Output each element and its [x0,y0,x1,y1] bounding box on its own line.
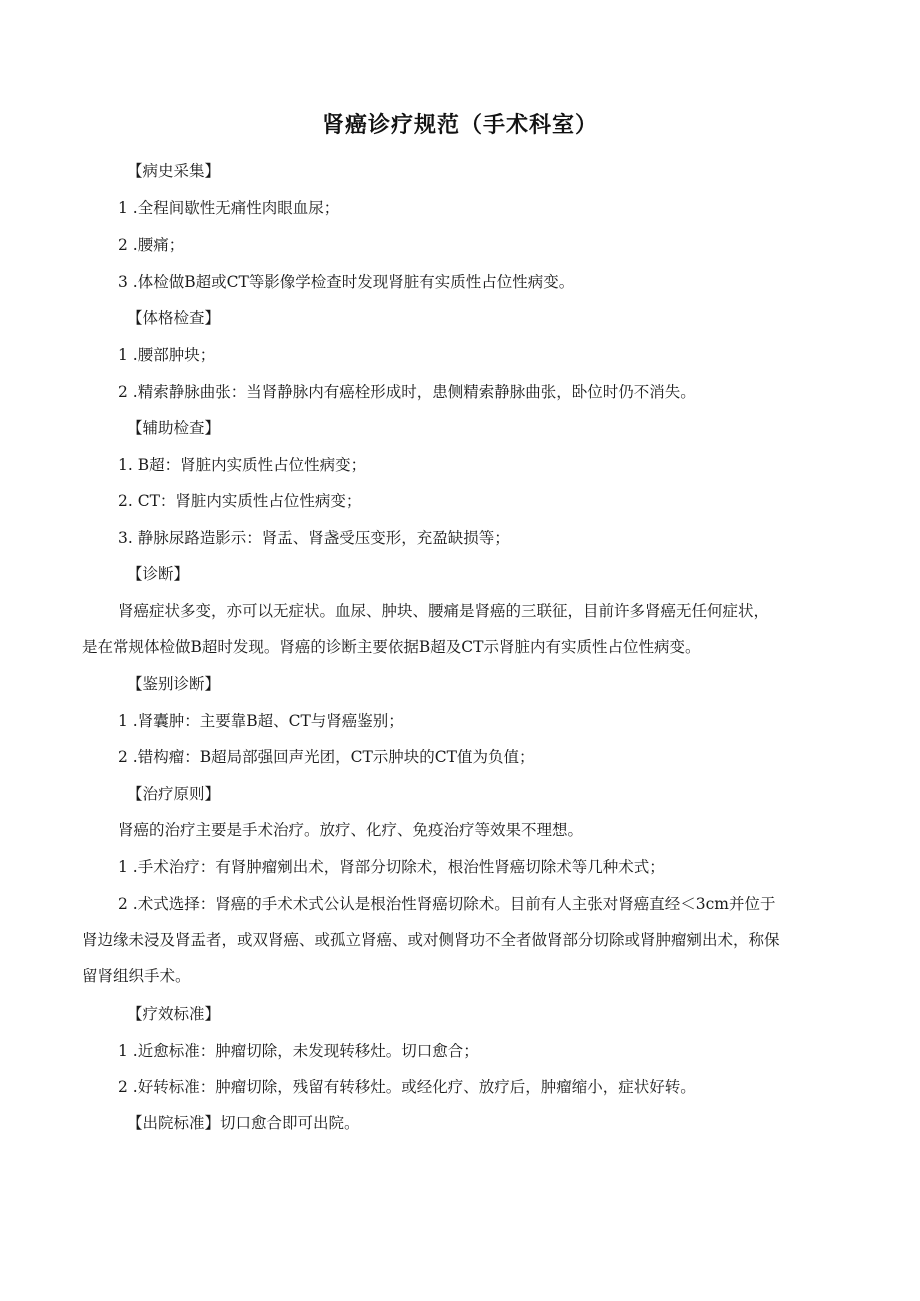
section-heading-efficacy: 【疗效标准】 [127,1005,221,1023]
discharge-text: 切口愈合即可出院。 [220,1114,360,1132]
physical-exam-item-2: 2 .精索静脉曲张：当肾静脉内有癌栓形成时，患侧精索静脉曲张，卧位时仍不消失。 [118,383,696,401]
differential-item-1: 1 .肾囊肿：主要靠B超、CT与肾癌鉴别； [118,712,404,730]
auxiliary-exam-item-3: 3. 静脉尿路造影示：肾盂、肾盏受压变形，充盈缺损等； [118,529,510,547]
treatment-item-2-line-1: 2 .术式选择：肾癌的手术术式公认是根治性肾癌切除术。目前有人主张对肾癌直经＜3cm并位于 [118,895,776,913]
section-heading-differential: 【鉴别诊断】 [127,675,221,693]
history-item-3: 3 .体检做B超或CT等影像学检查时发现肾脏有实质性占位性病变。 [118,273,575,291]
history-item-2: 2 .腰痛； [118,236,185,254]
section-heading-physical-exam: 【体格检查】 [127,309,221,327]
treatment-item-1: 1 .手术治疗：有肾肿瘤剜出术，肾部分切除术，根治性肾癌切除术等几种术式； [118,858,665,876]
auxiliary-exam-item-2: 2. CT：肾脏内实质性占位性病变； [118,492,362,510]
diagnosis-paragraph-line-2: 是在常规体检做B超时发现。肾癌的诊断主要依据B超及CT示肾脏内有实质性占位性病变。 [82,638,701,656]
discharge-line [127,1112,360,1134]
efficacy-item-2: 2 .好转标准：肿瘤切除，残留有转移灶。或经化疗、放疗后，肿瘤缩小，症状好转。 [118,1078,696,1096]
page-title: 肾癌诊疗规范（手术科室） [321,113,598,138]
section-heading-history: 【病史采集】 [127,162,221,180]
diagnosis-paragraph-line-1: 肾癌症状多变，亦可以无症状。血尿、肿块、腰痛是肾癌的三联征，目前许多肾癌无任何症状， [118,602,770,620]
section-heading-treatment: 【治疗原则】 [127,785,221,803]
auxiliary-exam-item-1: 1. B超：肾脏内实质性占位性病变； [118,456,367,474]
treatment-intro: 肾癌的治疗主要是手术治疗。放疗、化疗、免疫治疗等效果不理想。 [118,821,584,839]
physical-exam-item-1: 1 .腰部肿块； [118,346,216,364]
efficacy-item-1: 1 .近愈标准：肿瘤切除，未发现转移灶。切口愈合； [118,1042,479,1060]
treatment-item-2-line-3: 留肾组织手术。 [82,967,191,985]
section-heading-diagnosis: 【诊断】 [127,565,190,583]
treatment-item-2-line-2: 肾边缘未浸及肾盂者，或双肾癌、或孤立肾癌、或对侧肾功不全者做肾部分切除或肾肿瘤剜出术，称保 [82,931,780,949]
history-item-1: 1 .全程间歇性无痛性肉眼血尿； [118,199,340,217]
section-heading-discharge: 【出院标准】 [127,1114,221,1132]
differential-item-2: 2 .错构瘤：B超局部强回声光团，CT示肿块的CT值为负值； [118,748,535,766]
section-heading-auxiliary-exam: 【辅助检查】 [127,419,221,437]
